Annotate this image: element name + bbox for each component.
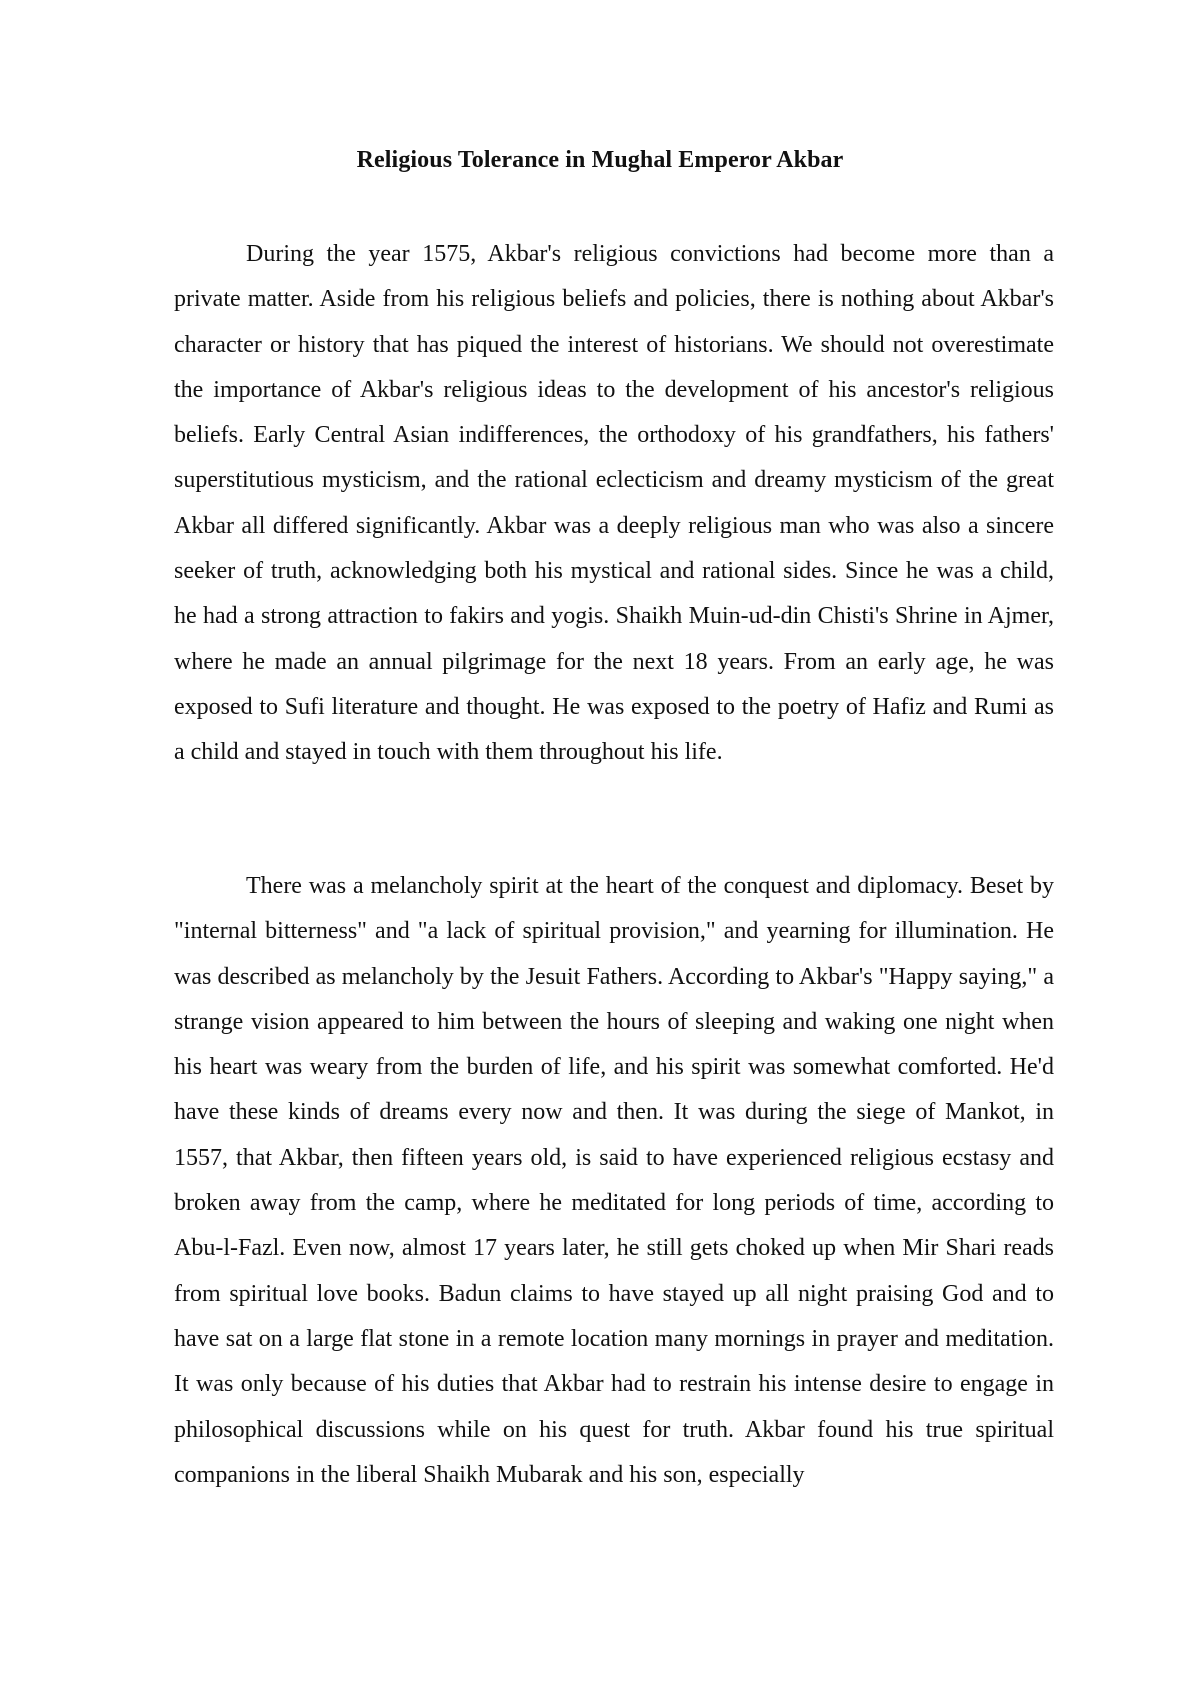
body-paragraph: During the year 1575, Akbar's religious convictions had become more than a private matter. Aside from his religious beliefs and policies, there is nothing about Akbar's character or history that has piqued the interest of historians. We should not overestimate the importance of Akbar's religious ideas to the development of his ancestor's religious beliefs. Early Central Asian indifferences, the orthodoxy of his grandfathers, his fathers' superstitutious mysticism, and the rational eclecticism and dreamy mysticism of the great Akbar all differed significantly. Akbar was a deeply religious man who was also a sincere seeker of truth, acknowledging both his mystical and rational sides. Since he was a child, he had a strong attraction to fakirs and yogis. Shaikh Muin-ud-din Chisti's Shrine in Ajmer, where he made an annual pilgrimage for the next 18 years. From an early age, he was exposed to Sufi literature and thought. He was exposed to the poetry of Hafiz and Rumi as a child and stayed in touch with them throughout his life. (174, 241, 1054, 766)
body-paragraph: There was a melancholy spirit at the heart of the conquest and diplomacy. Beset by "internal bitterness" and "a lack of spiritual provision," and yearning for illumination. He was described as melancholy by the Jesuit Fathers. According to Akbar's "Happy saying," a strange vision appeared to him between the hours of sleeping and waking one night when his heart was weary from the burden of life, and his spirit was somewhat comforted. He'd have these kinds of dreams every now and then. It was during the siege of Mankot, in 1557, that Akbar, then fifteen years old, is said to have experienced religious ecstasy and broken away from the camp, where he meditated for long periods of time, according to Abu-l-Fazl. Even now, almost 17 years later, he still gets choked up when Mir Shari reads from spiritual love books. Badun claims to have stayed up all night praising God and to have sat on a large flat stone in a remote location many mornings in prayer and meditation. It was only because of his duties that Akbar had to restrain his intense desire to engage in philosophical discussions while on his quest for truth. Akbar found his true spiritual companions in the liberal Shaikh Mubarak and his son, especially (174, 873, 1054, 1488)
document-title: Religious Tolerance in Mughal Emperor Akbar (356, 147, 844, 173)
